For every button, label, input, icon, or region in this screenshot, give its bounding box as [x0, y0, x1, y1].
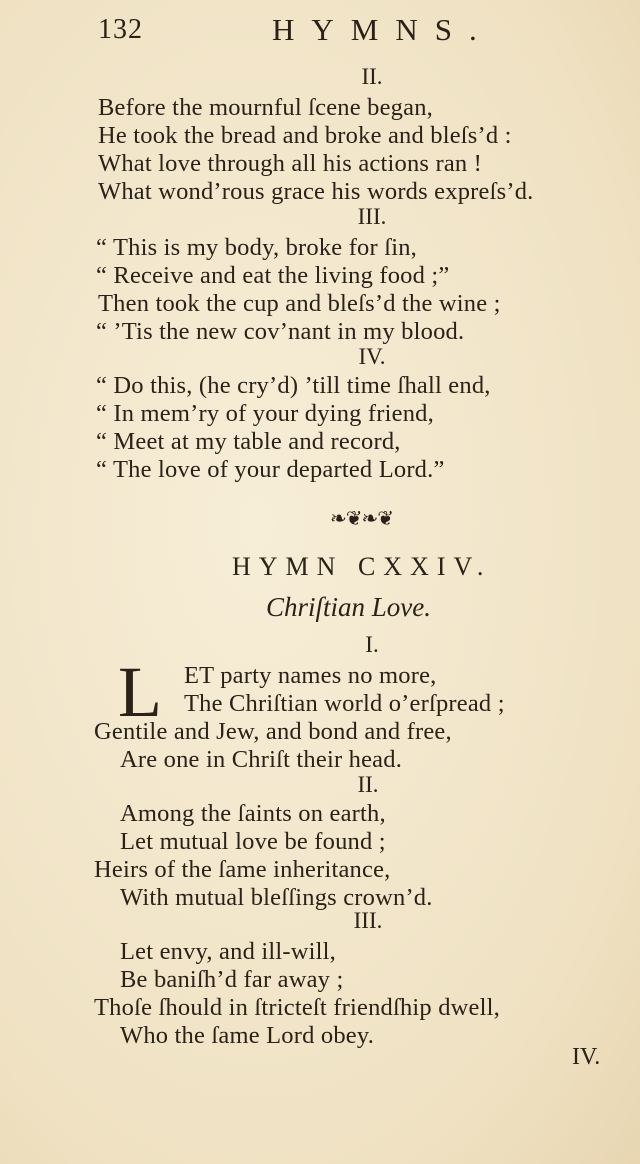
- verse-line: Then took the cup and bleſs’d the wine ;: [98, 290, 501, 317]
- verse-line: “ ’Tis the new cov’nant in my blood.: [96, 318, 465, 345]
- verse-line: Before the mournful ſcene began,: [98, 94, 433, 121]
- catchword: IV.: [572, 1044, 601, 1070]
- verse-line: The Chriſtian world o’erſpread ;: [184, 690, 505, 717]
- verse-line: With mutual bleſſings crown’d.: [120, 884, 433, 911]
- page-number: 132: [98, 14, 143, 45]
- verse-line: “ In mem’ry of your dying friend,: [96, 400, 434, 427]
- stanza-numeral: I.: [365, 632, 379, 657]
- fleuron-ornament: ❧❦❧❦: [330, 508, 394, 530]
- running-head: HYMNS.: [272, 12, 494, 47]
- verse-line: Who the ſame Lord obey.: [120, 1022, 375, 1049]
- verse-line: Let envy, and ill-will,: [120, 938, 336, 965]
- stanza-numeral: II.: [361, 64, 383, 89]
- verse-line: Among the ſaints on earth,: [120, 800, 386, 827]
- hymn-subtitle: Chriſtian Love.: [266, 592, 432, 622]
- drop-cap: L: [118, 652, 162, 732]
- verse-line: “ Do this, (he cry’d) ’till time ſhall end,: [96, 372, 491, 399]
- verse-line: “ The love of your departed Lord.”: [96, 456, 445, 483]
- verse-line: Gentile and Jew, and bond and free,: [94, 718, 452, 745]
- verse-line: “ Receive and eat the living food ;”: [96, 262, 450, 289]
- stanza-numeral: III.: [353, 908, 383, 933]
- verse-line: What love through all his actions ran !: [98, 150, 483, 177]
- verse-line: He took the bread and broke and bleſs’d :: [98, 122, 512, 149]
- hymn-title: HYMN CXXIV.: [232, 552, 492, 581]
- verse-line: “ Meet at my table and record,: [96, 428, 401, 455]
- stanza-numeral: II.: [357, 772, 379, 797]
- verse-line: Heirs of the ſame inheritance,: [94, 856, 391, 883]
- verse-line: Let mutual love be found ;: [120, 828, 386, 855]
- verse-line: Be baniſh’d far away ;: [120, 966, 344, 993]
- verse-line: Are one in Chriſt their head.: [120, 746, 403, 773]
- stanza-numeral: IV.: [358, 344, 386, 369]
- stanza-numeral: III.: [357, 204, 387, 229]
- verse-line: “ This is my body, broke for ſin,: [96, 234, 417, 261]
- verse-line: ET party names no more,: [184, 662, 437, 689]
- verse-line: Thoſe ſhould in ſtricteſt friendſhip dwell,: [94, 994, 500, 1021]
- verse-line: What wond’rous grace his words expreſs’d.: [98, 178, 534, 205]
